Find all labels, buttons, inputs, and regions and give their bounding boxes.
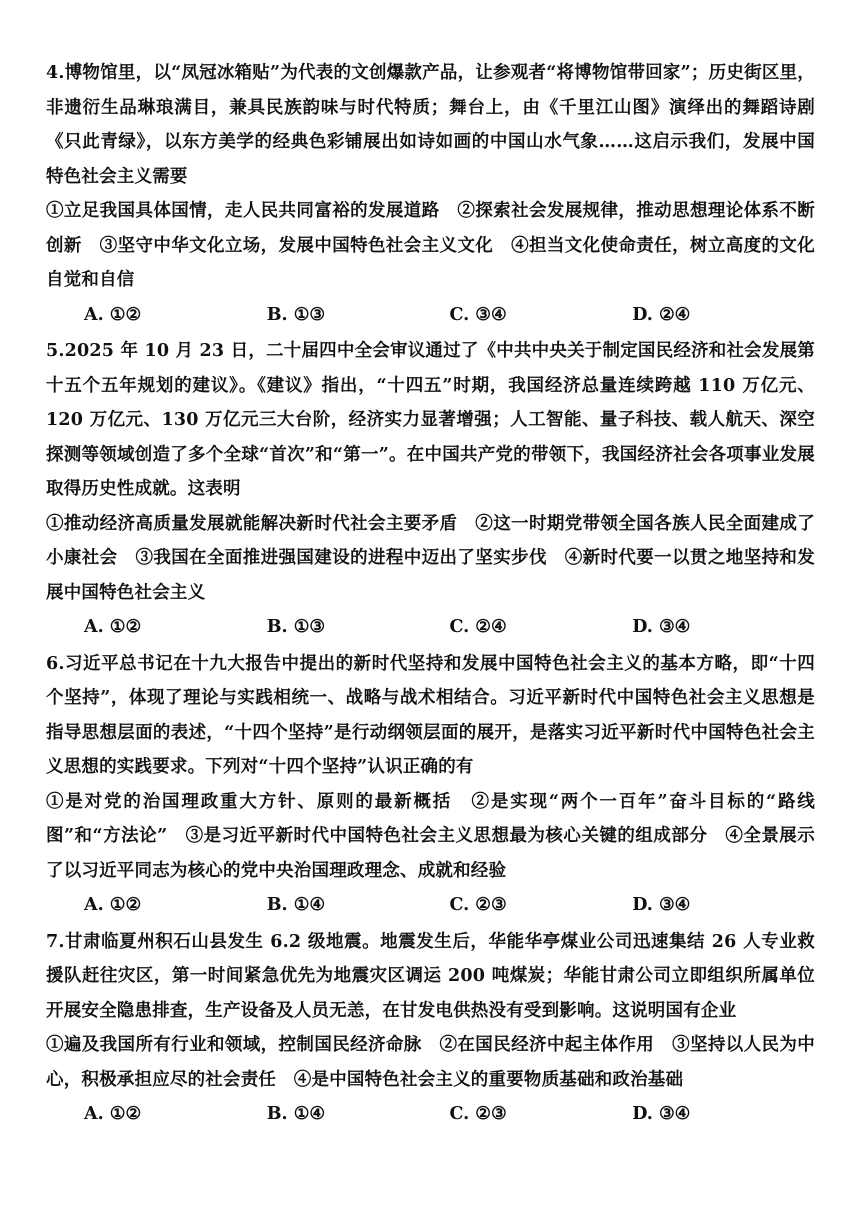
question-stem — [46, 334, 815, 507]
choice-a: A. ①② — [84, 304, 142, 325]
choice-a: A. ①② — [84, 1104, 142, 1124]
question-statements: ①推动经济高质量发展就能解决新时代社会主要矛盾 ②这一时期党带领全国各族人民全面建成了小康社会 ③我国在全面推进强国建设的进程中迈出了坚实步伐 ④新时代要一以贯之地坚持和发展中国特色社会主义 — [46, 513, 815, 603]
question-stem — [46, 647, 815, 785]
choice-b: B. ①③ — [266, 617, 326, 637]
question-text: 博物馆里，以“凤冠冰箱贴”为代表的文创爆款产品，让参观者“将博物馆带回家”；历史街区里，非遗衍生品琳琅满目，兼具民族韵味与时代特质；舞台上，由《千里江山图》演绎出的舞蹈诗剧《只此青绿》，以东方美学的经典色彩铺展出如诗如画的中国山水气象……这启示我们，发展中国特色社会主义需要 — [46, 63, 815, 187]
choice-a: A. ①② — [84, 895, 142, 915]
choice-a: A. ①② — [84, 617, 142, 637]
choice-b: B. ①③ — [266, 304, 326, 325]
question-text: 甘肃临夏州积石山县发生 6.2 级地震。地震发生后，华能华亭煤业公司迅速集结 26 人专业救援队赶往灾区，第一时间紧急优先为地震灾区调运 200 吨煤炭；华能甘肃公司立即组织所属单位开展安全隐患排查，生产设备及人员无恙，在甘发电供热没有受到影响。这说明国有企业 — [46, 931, 815, 1021]
question-number: 7. — [46, 931, 65, 952]
question-statements: ①是对党的治国理政重大方针、原则的最新概括 ②是实现“两个一百年”奋斗目标的“路线图”和“方法论” ③是习近平新时代中国特色社会主义思想最为核心关键的组成部分 ④全景展示了以习近平同志为核心的党中央治国理政理念、成就和经验 — [46, 791, 815, 881]
choice-d: D. ③④ — [632, 895, 691, 915]
question-number: 4. — [46, 63, 65, 83]
question-4 — [46, 56, 815, 332]
question-stem — [46, 56, 815, 194]
question-text: 2025 年 10 月 23 日，二十届四中全会审议通过了《中共中央关于制定国民经济和社会发展第十五个五年规划的建议》。《建议》指出，“十四五”时期，我国经济总量连续跨越 110 万亿元、120 万亿元、130 万亿元三大台阶，经济实力显著增强；人工智能、量子科技、载人航天、深空探测等领域创造了多个全球“首次”和“第一”。在中国共产党的带领下，我国经济社会各项事业发展取得历史性成就。这表明 — [46, 341, 815, 499]
choice-b: B. ①④ — [266, 895, 326, 915]
choice-c: C. ②④ — [449, 617, 507, 637]
choice-d: D. ②④ — [632, 304, 691, 325]
choice-c: C. ②③ — [449, 895, 507, 915]
answer-choices — [46, 1097, 815, 1132]
choice-b: B. ①④ — [266, 1104, 326, 1124]
question-statements: ①立足我国具体国情，走人民共同富裕的发展道路 ②探索社会发展规律，推动思想理论体系不断创新 ③坚守中华文化立场，发展中国特色社会主义文化 ④担当文化使命责任，树立高度的文化自觉和自信 — [46, 201, 815, 290]
question-5 — [46, 334, 815, 645]
choice-d: D. ③④ — [632, 1104, 691, 1124]
choice-c: C. ②③ — [449, 1104, 507, 1124]
question-text: 习近平总书记在十九大报告中提出的新时代坚持和发展中国特色社会主义的基本方略，即“十四个坚持”，体现了理论与实践相统一、战略与战术相结合。习近平新时代中国特色社会主义思想是指导思想层面的表述，“十四个坚持”是行动纲领层面的展开，是落实习近平新时代中国特色社会主义思想的实践要求。下列对“十四个坚持”认识正确的有 — [46, 653, 815, 777]
answer-choices — [46, 298, 815, 333]
question-number: 5. — [46, 341, 65, 361]
answer-choices — [46, 610, 815, 645]
question-number: 6. — [46, 653, 65, 674]
choice-d: D. ③④ — [632, 617, 691, 637]
question-stem — [46, 925, 815, 1029]
question-7 — [46, 925, 815, 1132]
choice-c: C. ③④ — [449, 304, 507, 325]
answer-choices — [46, 888, 815, 923]
question-statements: ①遍及我国所有行业和领域，控制国民经济命脉 ②在国民经济中起主体作用 ③坚持以人民为中心，积极承担应尽的社会责任 ④是中国特色社会主义的重要物质基础和政治基础 — [46, 1035, 815, 1090]
question-6 — [46, 647, 815, 923]
